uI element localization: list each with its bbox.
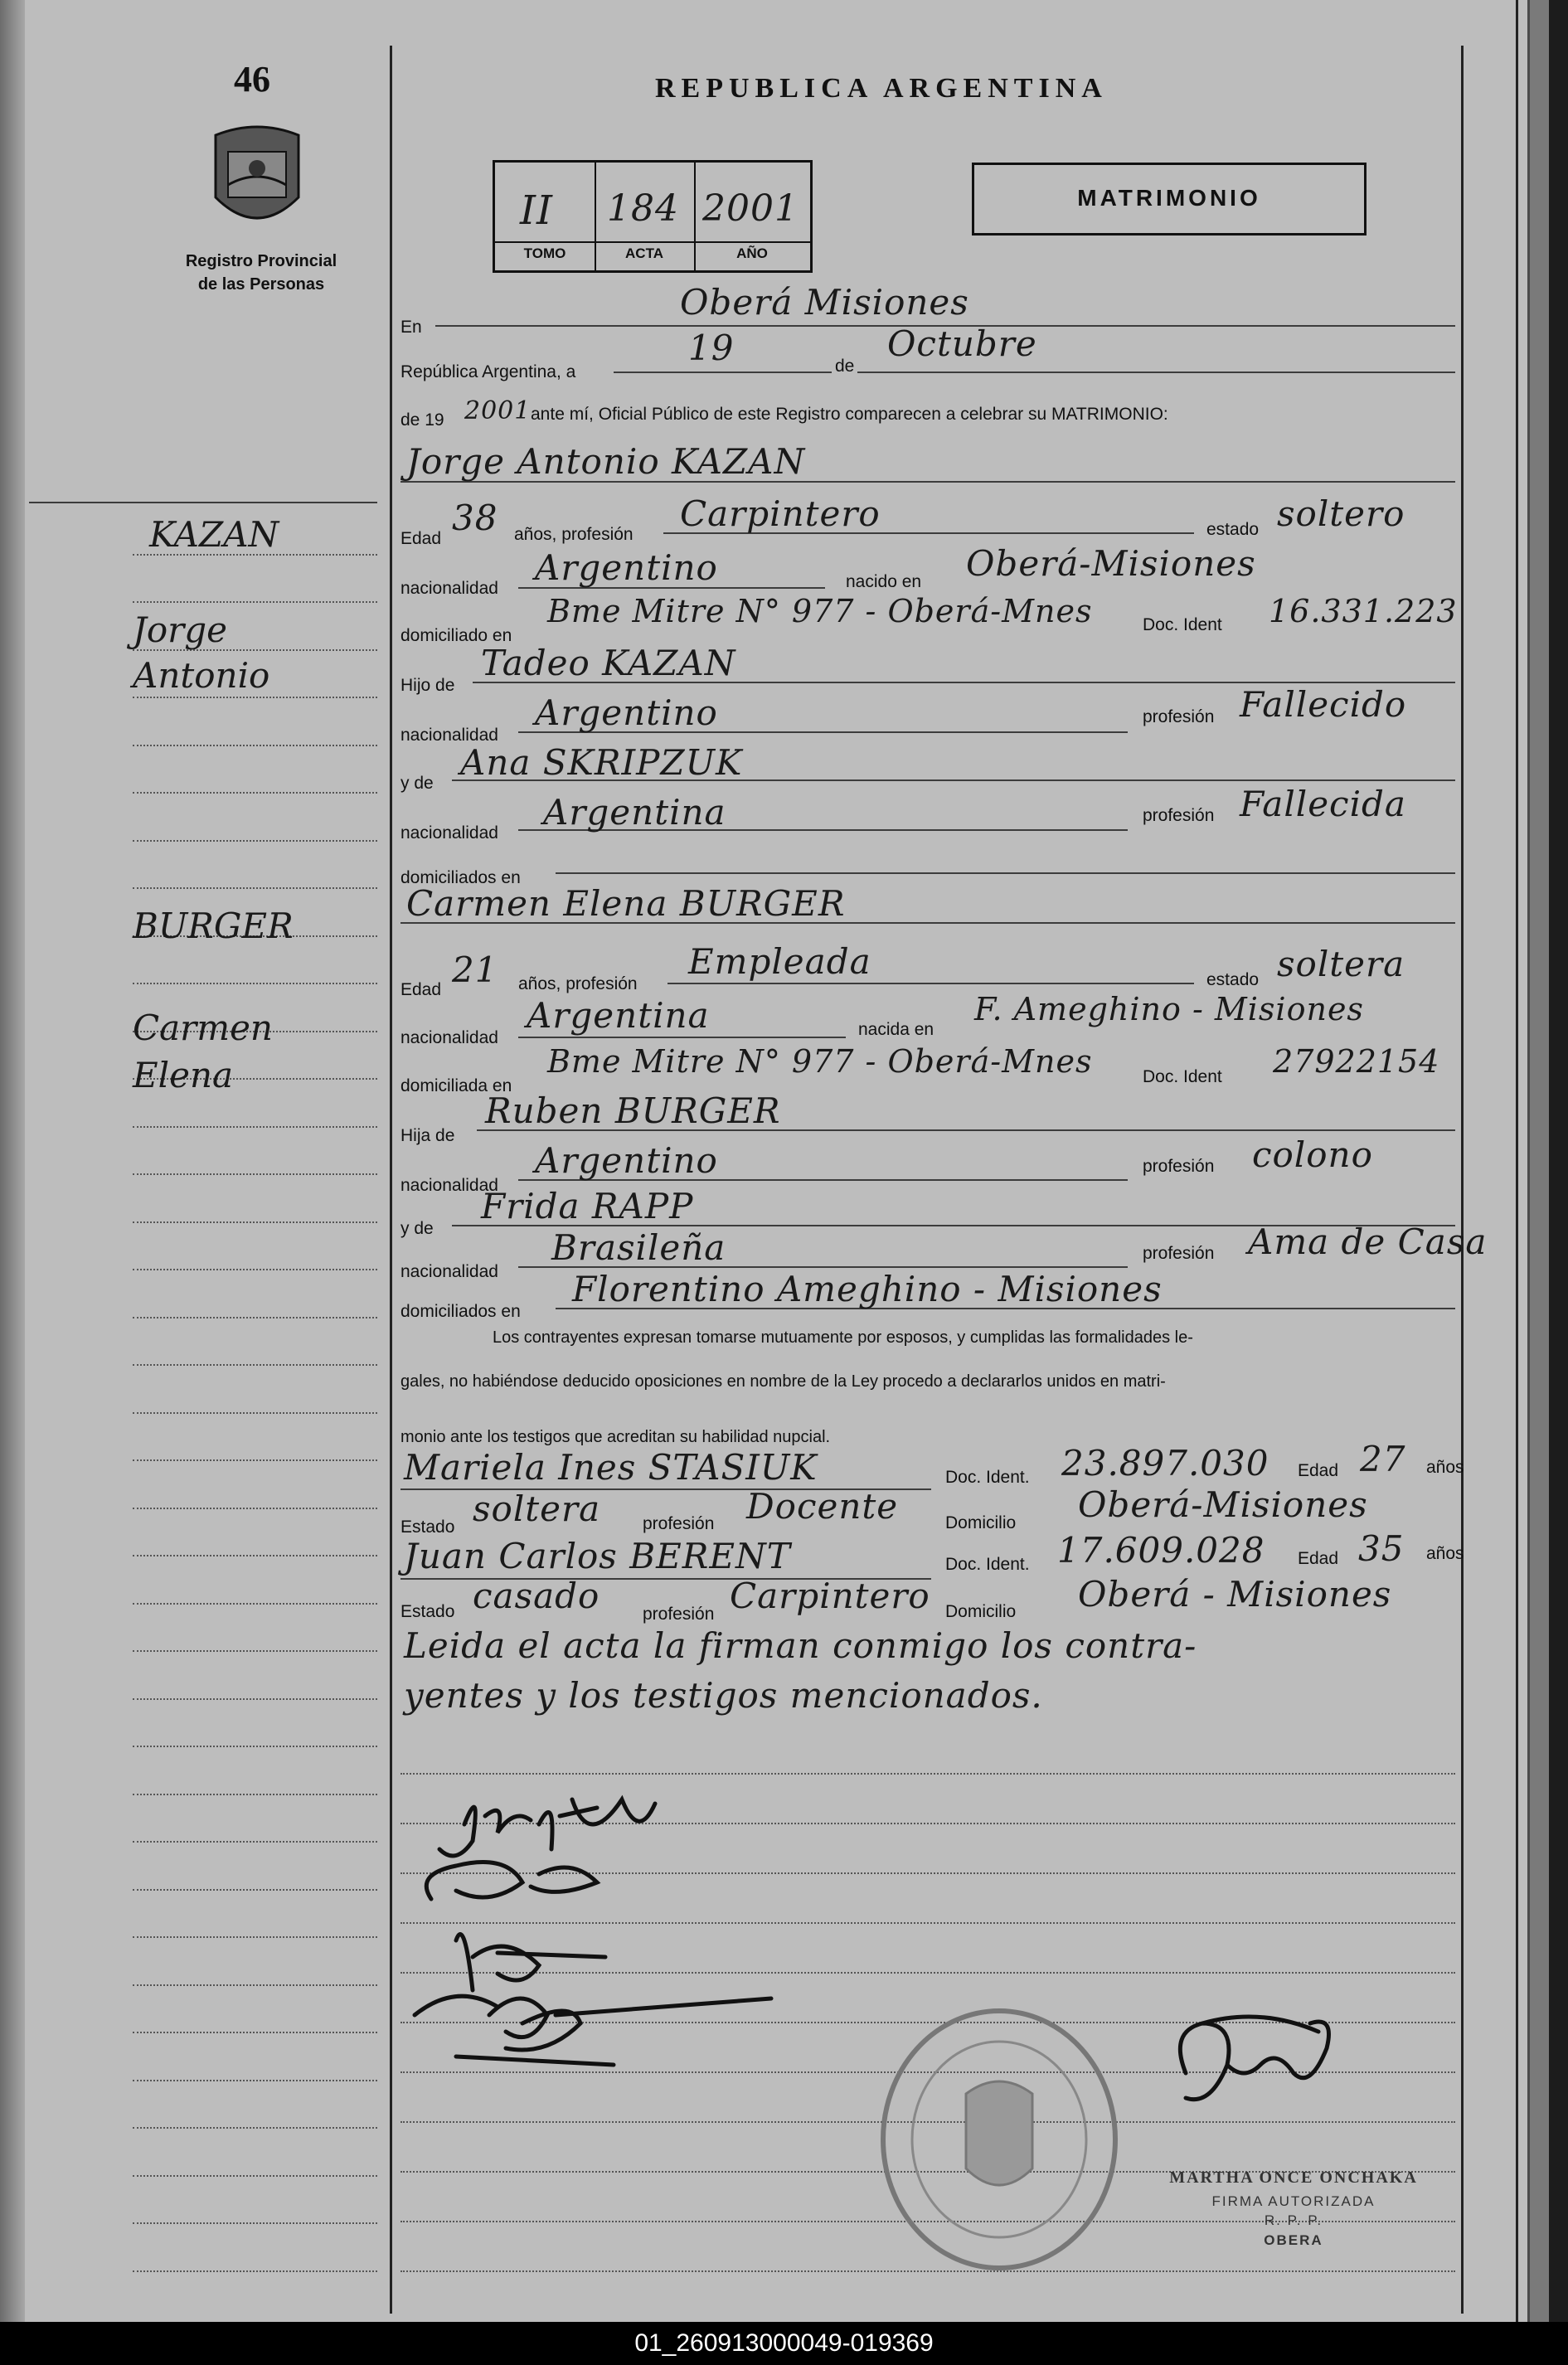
label-domiciliados-en-2: domiciliados en <box>400 1302 521 1321</box>
witness2-doc: 17.609.028 <box>1057 1530 1265 1571</box>
bride-father: Ruben BURGER <box>485 1090 781 1131</box>
groom-full-name: Jorge Antonio KAZAN <box>406 441 806 482</box>
bride-father-profession: colono <box>1252 1134 1373 1175</box>
label-edad: Edad <box>400 529 442 548</box>
bride-full-name: Carmen Elena BURGER <box>406 883 846 924</box>
witness2-name: Juan Carlos BERENT <box>404 1536 791 1576</box>
witness1-profession: Docente <box>746 1486 899 1527</box>
label-domicilio-w2: Domicilio <box>945 1602 1017 1621</box>
label-profesion: profesión <box>1143 707 1215 726</box>
label-anos-profesion-2: años, profesión <box>518 974 638 993</box>
bride-profession: Empleada <box>688 941 871 982</box>
bride-nationality: Argentina <box>527 995 710 1036</box>
label-nacionalidad: nacionalidad <box>400 579 498 598</box>
page-edge <box>1516 0 1518 2322</box>
label-anos-w1: años <box>1426 1458 1464 1477</box>
label-nacionalidad-2: nacionalidad <box>400 726 498 745</box>
label-nacida-en: nacida en <box>858 1020 934 1039</box>
groom-age: 38 <box>452 498 498 538</box>
ano-value: 2001 <box>702 187 799 230</box>
tomo-label: TOMO <box>523 245 566 261</box>
image-id-footer: 01_260913000049-019369 <box>0 2322 1568 2365</box>
label-edad-2: Edad <box>400 980 442 999</box>
label-profesion-4: profesión <box>1143 1244 1215 1263</box>
label-nacido-en: nacido en <box>846 572 922 591</box>
ano-label: AÑO <box>736 245 768 261</box>
label-estado-2: estado <box>1206 970 1260 989</box>
groom-mother-nationality: Argentina <box>543 792 726 833</box>
official-place: OBERA <box>1264 2232 1323 2248</box>
label-comparecen: ante mí, Oficial Público de este Registro comparecen a celebrar su MATRIMONIO: <box>531 405 1168 424</box>
bride-marital: soltera <box>1277 944 1405 984</box>
label-domicilio-w1: Domicilio <box>945 1513 1017 1532</box>
acta-label: ACTA <box>625 245 663 261</box>
label-estado-w2: Estado <box>400 1602 455 1621</box>
label-domiciliado-en: domiciliado en <box>400 626 512 645</box>
label-doc-ident-w2: Doc. Ident. <box>945 1555 1030 1574</box>
bride-age: 21 <box>452 949 498 990</box>
groom-born-in: Oberá-Misiones <box>966 543 1256 584</box>
label-estado: estado <box>1206 520 1260 539</box>
place-value: Oberá Misiones <box>680 282 969 323</box>
margin-divider <box>390 46 392 2314</box>
bride-address: Bme Mitre N° 977 - Oberá-Mnes <box>547 1043 1093 1080</box>
margin-bride-given2: Elena <box>133 1055 234 1095</box>
registry-line1: Registro Provincial <box>185 252 337 270</box>
label-republica: República Argentina, a <box>400 362 576 381</box>
label-profesion-3: profesión <box>1143 1157 1215 1176</box>
signatures-contrayentes-testigos <box>406 1775 788 2123</box>
label-anos-profesion: años, profesión <box>514 525 634 544</box>
label-y-de-2: y de <box>400 1219 434 1238</box>
witness2-marital: casado <box>473 1576 600 1616</box>
label-hija-de: Hija de <box>400 1126 455 1145</box>
groom-father-nationality: Argentino <box>535 692 718 733</box>
label-doc-ident: Doc. Ident <box>1143 615 1222 634</box>
day-value: 19 <box>688 328 735 368</box>
official-signature <box>1153 1998 1352 2148</box>
witness1-marital: soltera <box>473 1488 601 1529</box>
official-title: FIRMA AUTORIZADA <box>1211 2193 1376 2209</box>
label-profesion-w2: profesión <box>643 1605 715 1624</box>
bride-parents-address: Florentino Ameghino - Misiones <box>572 1269 1163 1309</box>
label-de19: de 19 <box>400 410 444 430</box>
margin-bride-surname: BURGER <box>133 906 294 946</box>
witness1-name: Mariela Ines STASIUK <box>404 1447 818 1488</box>
witness2-address: Oberá - Misiones <box>1078 1574 1392 1615</box>
groom-address: Bme Mitre N° 977 - Oberá-Mnes <box>547 593 1093 629</box>
groom-father: Tadeo KAZAN <box>481 643 736 683</box>
official-seal-stamp-icon <box>875 2003 1124 2276</box>
label-hijo-de: Hijo de <box>400 676 455 695</box>
acta-value: 184 <box>607 187 679 230</box>
act-type-box <box>972 163 1367 236</box>
year-suffix: 2001 <box>464 396 532 425</box>
witness2-age: 35 <box>1358 1528 1405 1569</box>
record-number-box <box>493 160 813 273</box>
margin-groom-surname: KAZAN <box>149 514 279 555</box>
label-edad-w1: Edad <box>1298 1461 1339 1480</box>
witness2-profession: Carpintero <box>730 1576 930 1616</box>
formal-text-line2: gales, no habiéndose deducido oposiciones en nombre de la Ley procedo a declararlos unidos en matri- <box>400 1372 1166 1391</box>
label-profesion-w1: profesión <box>643 1514 715 1533</box>
official-office: R. P. P. <box>1264 2212 1323 2228</box>
label-profesion-2: profesión <box>1143 806 1215 825</box>
closing-line2: yentes y los testigos mencionados. <box>404 1675 1043 1716</box>
formal-text-line1: Los contrayentes expresan tomarse mutuamente por esposos, y cumplidas las formalidades le- <box>493 1328 1193 1347</box>
margin-groom-given2: Antonio <box>133 655 270 696</box>
tomo-value: II <box>520 187 553 234</box>
label-edad-w2: Edad <box>1298 1549 1339 1568</box>
margin-bride-given1: Carmen <box>133 1008 273 1048</box>
groom-mother-profession: Fallecida <box>1240 784 1406 824</box>
label-nacionalidad-6: nacionalidad <box>400 1262 498 1281</box>
groom-profession: Carpintero <box>680 493 881 534</box>
label-nacionalidad-4: nacionalidad <box>400 1028 498 1047</box>
label-nacionalidad-5: nacionalidad <box>400 1176 498 1195</box>
bride-doc: 27922154 <box>1273 1043 1440 1080</box>
bride-born-in: F. Ameghino - Misiones <box>974 991 1364 1027</box>
bride-mother-nationality: Brasileña <box>551 1227 726 1268</box>
groom-nationality: Argentino <box>535 547 718 588</box>
bride-mother-profession: Ama de Casa <box>1248 1221 1488 1262</box>
registry-line2: de las Personas <box>197 275 325 294</box>
groom-marital: soltero <box>1277 493 1405 534</box>
book-spine <box>1527 0 1549 2322</box>
closing-line1: Leida el acta la firman conmigo los contra- <box>404 1625 1197 1666</box>
binding-shadow <box>0 0 25 2322</box>
label-anos-w2: años <box>1426 1544 1464 1563</box>
page-number: 46 <box>234 59 270 100</box>
groom-father-profession: Fallecido <box>1240 684 1407 725</box>
label-estado-w1: Estado <box>400 1518 455 1537</box>
witness1-age: 27 <box>1360 1439 1406 1479</box>
right-border <box>1461 46 1464 2314</box>
month-value: Octubre <box>887 323 1037 364</box>
provincial-seal-icon <box>207 123 307 235</box>
groom-mother: Ana SKRIPZUK <box>460 742 743 783</box>
groom-doc: 16.331.223 <box>1269 593 1458 629</box>
bride-father-nationality: Argentino <box>535 1140 718 1181</box>
label-domiciliada-en: domiciliada en <box>400 1076 512 1095</box>
witness1-doc: 23.897.030 <box>1061 1443 1269 1484</box>
label-nacionalidad-3: nacionalidad <box>400 823 498 843</box>
official-name: MARTHA ONCE ONCHAKA <box>1169 2168 1418 2187</box>
act-type: MATRIMONIO <box>1077 185 1261 211</box>
label-domiciliados-en: domiciliados en <box>400 868 521 887</box>
witness1-address: Oberá-Misiones <box>1078 1484 1368 1525</box>
formal-text-line3: monio ante los testigos que acreditan su habilidad nupcial. <box>400 1428 831 1446</box>
label-de: de <box>832 357 857 376</box>
label-doc-ident-2: Doc. Ident <box>1143 1067 1222 1086</box>
label-en: En <box>400 318 422 337</box>
label-doc-ident-w1: Doc. Ident. <box>945 1468 1030 1487</box>
bride-mother: Frida RAPP <box>481 1186 694 1226</box>
country-heading: REPUBLICA ARGENTINA <box>655 73 1108 104</box>
margin-groom-given1: Jorge <box>133 609 227 650</box>
label-y-de: y de <box>400 774 434 793</box>
